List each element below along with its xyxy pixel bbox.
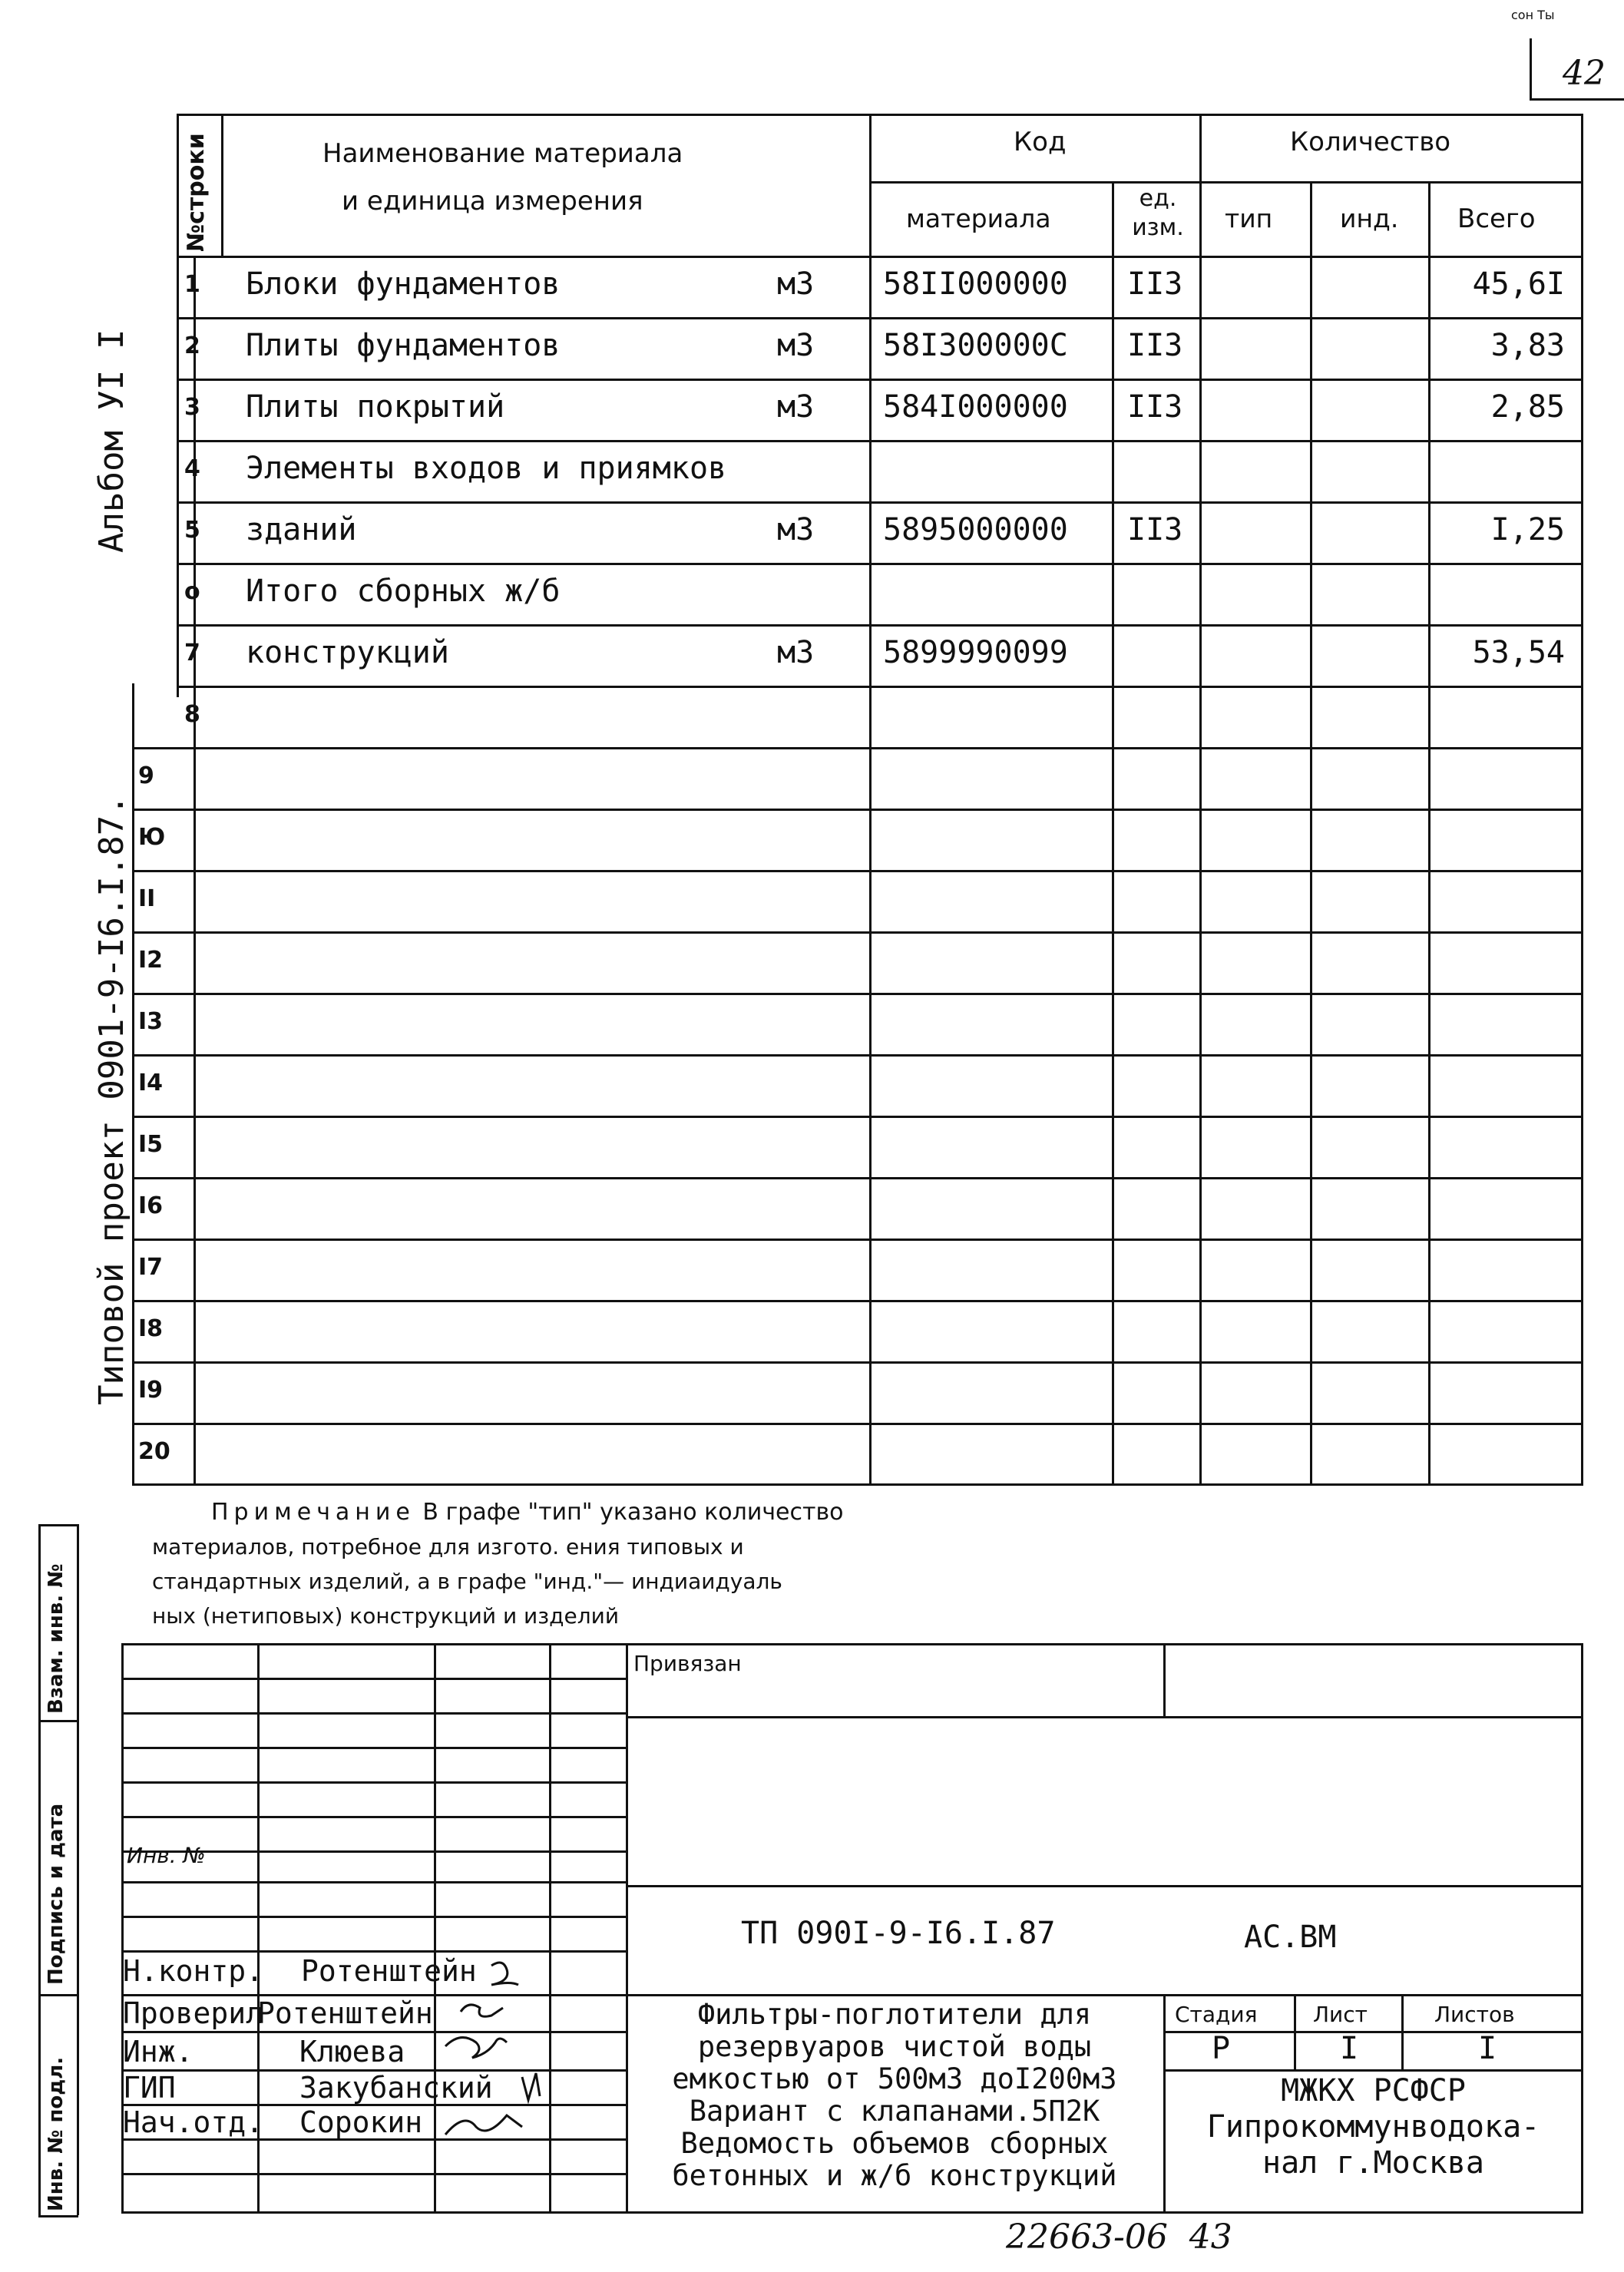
header-qty-total: Всего <box>1457 203 1536 234</box>
privyazan-label: Привязан <box>633 1651 742 1676</box>
signer-proveril-name: Ротенштейн <box>257 1996 433 2030</box>
row-number: 20 <box>138 1438 170 1465</box>
stage-label: Стадия <box>1175 2002 1258 2027</box>
header-qty-type: тип <box>1225 203 1273 233</box>
row-number: I6 <box>138 1192 164 1219</box>
field-podpis: Подпись и дата <box>45 1803 68 1985</box>
note-line-4: ных (нетиповых) конструкций и изделий <box>152 1603 620 1629</box>
row-number: 3 <box>184 394 200 421</box>
signer-inzh-role: Инж. <box>123 2035 193 2069</box>
signer-gip-name: Закубанский <box>299 2071 493 2105</box>
row-code: 58I300000C <box>883 328 1068 363</box>
doc-description: Фильтры-поглотители для резервуаров чистой воды емкостью от 500м3 доI200м3 Вариант с клапанами.5П2К Ведомость объемов сборных бетонных и ж/б конструкций <box>672 1998 1117 2192</box>
signer-inzh-name: Клюева <box>299 2035 405 2069</box>
row-divider <box>177 379 1583 381</box>
header-qty-ind: инд. <box>1340 203 1399 233</box>
stage-value: Р <box>1212 2031 1231 2066</box>
row-code: 584I000000 <box>883 389 1068 425</box>
row-number: I7 <box>138 1254 164 1281</box>
header-quantity: Количество <box>1290 127 1451 157</box>
row-unit: м3 <box>777 635 815 670</box>
signer-n-kontr-name: Ротенштейн <box>301 1954 477 1988</box>
row-unit-code: II3 <box>1127 389 1183 425</box>
header-code-material: материала <box>906 203 1051 233</box>
corner-mark: сон Ты <box>1511 8 1555 22</box>
row-name: зданий <box>246 512 357 547</box>
row-name: Плиты покрытий <box>246 389 505 425</box>
signer-gip-role: ГИП <box>123 2071 176 2105</box>
note-line-3: стандартных изделий, а в графе "инд."— индиаидуаль <box>152 1569 782 1594</box>
row-divider <box>177 501 1583 504</box>
row-divider <box>132 1239 1583 1241</box>
footer-number: 22663-06 43 <box>1006 2217 1232 2257</box>
sheet-label: Лист <box>1313 2002 1368 2027</box>
row-number: I2 <box>138 947 164 974</box>
row-divider <box>132 1116 1583 1118</box>
row-divider <box>132 931 1583 934</box>
row-unit-code: II3 <box>1127 266 1183 302</box>
row-number: 7 <box>184 640 200 666</box>
doc-code: ТП 090I-9-I6.I.87 <box>741 1916 1056 1951</box>
doc-mark: АС.ВМ <box>1244 1920 1337 1955</box>
row-number: I3 <box>138 1008 164 1035</box>
header-code: Код <box>1014 127 1067 157</box>
row-number: 1 <box>184 271 200 298</box>
header-name-unit: и единица измерения <box>342 186 643 217</box>
row-name: Элементы входов и приямков <box>246 451 727 486</box>
row-unit: м3 <box>777 266 815 302</box>
row-divider <box>177 563 1583 565</box>
row-number: I5 <box>138 1131 164 1158</box>
row-number: I8 <box>138 1315 164 1342</box>
row-divider <box>177 624 1583 627</box>
row-name: конструкций <box>246 635 449 670</box>
sheets-value: I <box>1478 2031 1497 2066</box>
row-name: Итого сборных ж/б <box>246 574 561 609</box>
row-unit-code: II3 <box>1127 512 1183 547</box>
row-number: 4 <box>184 455 200 482</box>
row-total: 3,83 <box>1490 328 1565 363</box>
sheet-value: I <box>1340 2031 1359 2066</box>
signer-n-kontr-role: Н.контр. <box>123 1954 264 1988</box>
row-unit-code: II3 <box>1127 328 1183 363</box>
signatures-drawing <box>430 1950 630 2150</box>
signer-nach-otd-role: Нач.отд. <box>123 2105 264 2139</box>
row-divider <box>132 1177 1583 1179</box>
row-divider <box>132 1423 1583 1425</box>
row-code: 58II000000 <box>883 266 1068 302</box>
row-unit: м3 <box>777 512 815 547</box>
field-inv: Инв. № подл. <box>45 2056 68 2211</box>
note-line-1: Примечание В графе "тип" указано количество <box>211 1499 844 1526</box>
project-label: Типовой проект 0901-9-I6.I.87. <box>92 795 131 1405</box>
row-total: I,25 <box>1490 512 1565 547</box>
row-divider <box>132 993 1583 995</box>
row-divider <box>132 809 1583 811</box>
row-total: 45,6I <box>1472 266 1565 302</box>
row-divider <box>177 440 1583 442</box>
row-number: 9 <box>138 762 154 789</box>
row-number: 5 <box>184 517 200 544</box>
row-divider <box>132 1054 1583 1057</box>
header-name: Наименование материала <box>322 138 683 169</box>
row-divider <box>132 747 1583 749</box>
field-vzam: Взам. инв. № <box>45 1563 68 1714</box>
row-number: II <box>138 885 156 912</box>
row-number: I9 <box>138 1377 164 1404</box>
row-unit: м3 <box>777 389 815 425</box>
organization: МЖКХ РСФСР Гипрокоммунводока- нал г.Москва <box>1206 2073 1540 2181</box>
album-label: Альбом УI I <box>92 329 131 553</box>
note-line-2: материалов, потребное для изгото. ения типовых и <box>152 1534 744 1559</box>
row-name: Блоки фундаментов <box>246 266 561 302</box>
row-name: Плиты фундаментов <box>246 328 561 363</box>
inv-no-label: Инв. № <box>127 1843 206 1868</box>
row-code: 5899990099 <box>883 635 1068 670</box>
signer-proveril-role: Проверил <box>123 1996 264 2030</box>
row-divider <box>132 870 1583 872</box>
signer-nach-otd-name: Сорокин <box>299 2105 423 2139</box>
header-row-number: №строки <box>183 133 210 252</box>
row-number: Ю <box>138 824 166 851</box>
sheets-label: Листов <box>1434 2002 1515 2027</box>
row-divider <box>177 317 1583 319</box>
header-code-unit: ед. изм. <box>1132 185 1184 241</box>
row-total: 53,54 <box>1472 635 1565 670</box>
page-number: 42 <box>1563 54 1606 93</box>
row-unit: м3 <box>777 328 815 363</box>
row-number: 8 <box>184 701 200 728</box>
row-number: I4 <box>138 1070 164 1096</box>
row-divider <box>132 1300 1583 1302</box>
row-divider <box>132 1361 1583 1364</box>
row-divider <box>177 686 1583 688</box>
row-total: 2,85 <box>1490 389 1565 425</box>
row-number: о <box>184 578 200 605</box>
row-code: 5895000000 <box>883 512 1068 547</box>
row-number: 2 <box>184 332 200 359</box>
